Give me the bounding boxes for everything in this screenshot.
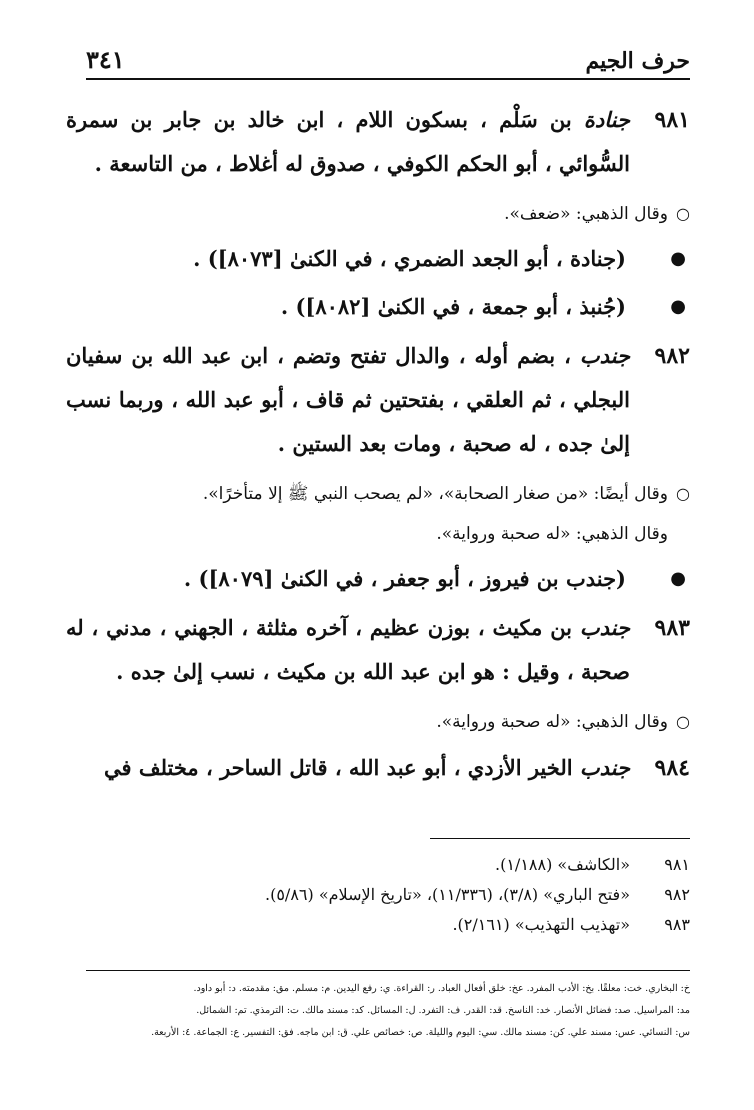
entry-text <box>66 334 630 466</box>
entry-name: جنادة <box>583 107 630 132</box>
filled-bullet-icon: ● <box>670 568 686 589</box>
abbreviations-divider <box>86 970 690 971</box>
cross-reference-text: (جنادة ، أبو الجعد الضمري ، في الكنىٰ [٨٠٧٣]) . <box>193 246 626 271</box>
circle-bullet-icon: ○ <box>676 204 690 223</box>
footnote-text: «الكاشف» (١/١٨٨). <box>495 855 630 874</box>
circle-bullet-icon: ○ <box>676 484 690 503</box>
page-number: ٣٤١ <box>86 45 125 74</box>
footnotes <box>66 850 690 940</box>
abbreviations-line: خ: البخاري. خت: معلقًا. بخ: الأدب المفرد. عخ: خلق أفعال العباد. ر: القراءة. ي: رفع اليدين. م: مسلم. مق: مقدمته. د: أبو داود. <box>193 983 690 994</box>
entry-description: بن سَلْم ، بسكون اللام ، ابن خالد بن جابر بن سمرة السُّوائي ، أبو الحكم الكوفي ، صدوق له أغلاط ، من التاسعة . <box>66 107 630 176</box>
footnote <box>66 850 690 880</box>
comment-text: وقال الذهبي: «له صحبة ورواية». <box>436 712 668 732</box>
entry-number: ٩٨٤ <box>654 755 690 781</box>
footnote-text: «فتح الباري» (٣/٨)، (١١/٣٣٦)، «تاريخ الإسلام» (٥/٨٦). <box>265 885 630 904</box>
abbreviations-line: مد: المراسيل. صد: فضائل الأنصار. خد: الناسخ. قد: القدر. ف: التفرد. ل: المسائل. كد: مسند مالك. ت: الترمذي. تم: الشمائل. <box>196 1005 690 1016</box>
footnote-divider <box>430 838 690 839</box>
footnote <box>66 910 690 940</box>
entry-description: ، بضم أوله ، والدال تفتح وتضم ، ابن عبد الله بن سفيان البجلي ، ثم العلقي ، بفتحتين ثم قاف ، أبو عبد الله ، وربما نسب إلىٰ جده ، له صحبة ، ومات بعد الستين . <box>66 343 630 456</box>
entry-number: ٩٨١ <box>654 107 690 133</box>
entry-984 <box>66 746 690 790</box>
filled-bullet-icon: ● <box>670 248 686 269</box>
comment-text: وقال الذهبي: «ضعف». <box>504 204 668 224</box>
entry-number: ٩٨٢ <box>654 343 690 369</box>
comment-981 <box>66 198 690 230</box>
comment-983 <box>66 706 690 738</box>
comment-text: وقال أيضًا: «من صغار الصحابة»، «لم يصحب النبي ﷺ إلا متأخرًا». <box>202 484 668 504</box>
cross-reference-text: (جُنبذ ، أبو جمعة ، في الكنىٰ [٨٠٨٢]) . <box>280 294 626 319</box>
entry-text <box>66 606 630 694</box>
cross-reference-text: (جندب بن فيروز ، أبو جعفر ، في الكنىٰ [٨٠٧٩]) . <box>183 566 626 591</box>
footnote-number: ٩٨٣ <box>664 915 690 934</box>
footnote-text: «تهذيب التهذيب» (٢/١٦١). <box>452 915 630 934</box>
circle-bullet-icon: ○ <box>676 712 690 731</box>
cross-reference <box>66 238 690 280</box>
entry-text <box>66 98 630 186</box>
entry-number: ٩٨٣ <box>654 615 690 641</box>
entry-text <box>66 746 630 790</box>
entry-981 <box>66 98 690 186</box>
chapter-title: حرف الجيم <box>585 48 690 74</box>
footnote-number: ٩٨١ <box>664 855 690 874</box>
entry-name: جندب <box>579 615 630 640</box>
entry-982 <box>66 334 690 466</box>
cross-reference <box>66 286 690 328</box>
footnote-number: ٩٨٢ <box>664 885 690 904</box>
abbreviations-key <box>86 978 690 1044</box>
cross-reference <box>66 558 690 600</box>
abbreviations-line: س: النسائي. عس: مسند علي. كن: مسند مالك. سي: اليوم والليلة. ص: خصائص علي. ق: ابن ماجه. فق: التفسير. ع: الجماعة. ٤: الأربعة. <box>151 1027 690 1038</box>
main-content <box>66 98 690 802</box>
filled-bullet-icon: ● <box>670 296 686 317</box>
entry-name: جندب <box>579 755 630 780</box>
entry-name: جندب <box>579 343 630 368</box>
entry-983 <box>66 606 690 694</box>
entry-description: الخير الأزدي ، أبو عبد الله ، قاتل الساحر ، مختلف في <box>104 755 580 780</box>
footnote <box>66 880 690 910</box>
comment-continuation: وقال الذهبي: «له صحبة ورواية». <box>436 524 668 544</box>
comment-982 <box>66 478 690 510</box>
page-header <box>86 38 690 80</box>
entry-description: بن مكيث ، بوزن عظيم ، آخره مثلثة ، الجهني ، مدني ، له صحبة ، وقيل : هو ابن عبد الله بن مكيث ، نسب إلىٰ جده . <box>66 615 630 684</box>
